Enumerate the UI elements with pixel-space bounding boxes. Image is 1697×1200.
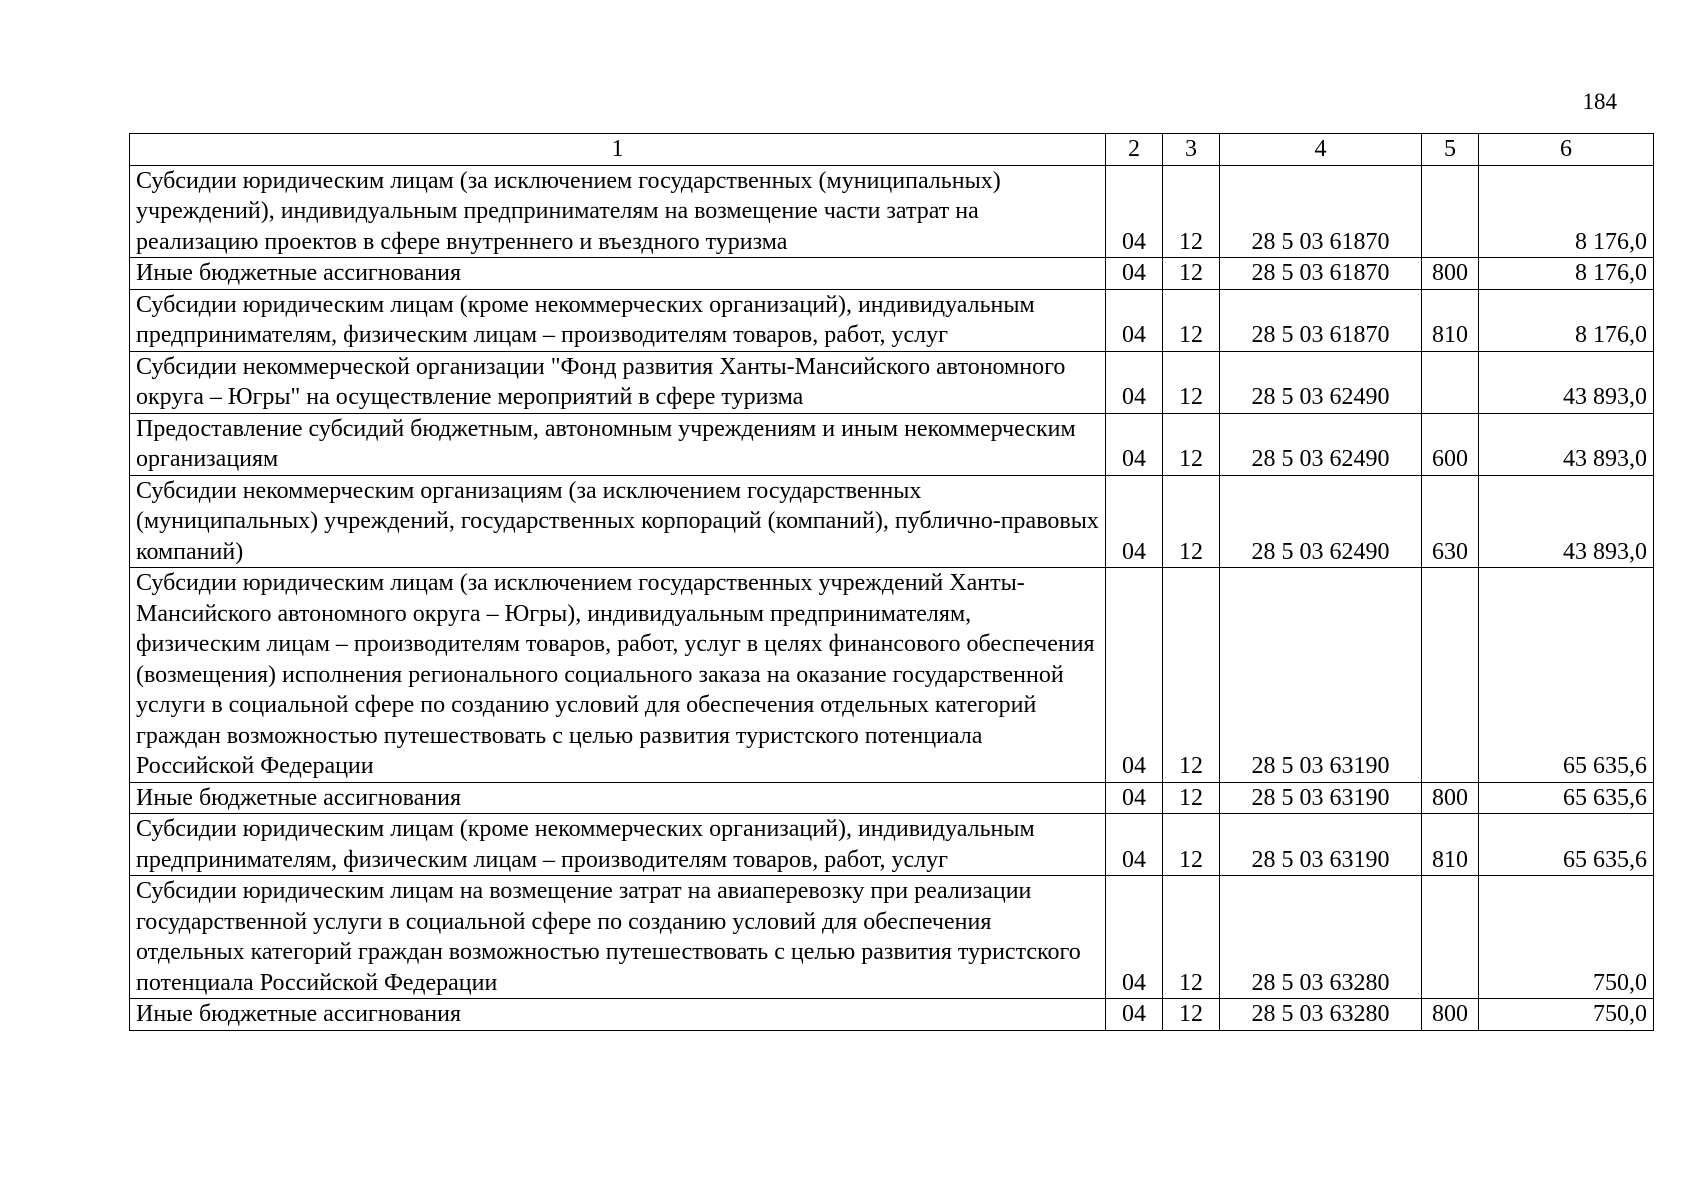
column-header-5: 5 [1422,134,1479,166]
row-name: Иные бюджетные ассигнования [130,999,1106,1031]
row-section: 04 [1106,165,1163,258]
table-header-row [130,134,1654,166]
row-subsection: 12 [1163,814,1220,876]
row-subsection: 12 [1163,475,1220,568]
row-name: Субсидии юридическим лицам на возмещение затрат на авиаперевозку при реализации государственной услуги в социальной сфере по созданию условий для обеспечения отдельных категорий граждан возможностью путешествовать с целью развития туристского потенциала Российской Федерации [130,876,1106,999]
row-section: 04 [1106,782,1163,814]
row-amount: 65 635,6 [1479,568,1654,783]
row-target-article: 28 5 03 62490 [1220,475,1422,568]
row-amount: 43 893,0 [1479,413,1654,475]
row-amount: 750,0 [1479,876,1654,999]
row-name: Субсидии юридическим лицам (за исключением государственных (муниципальных) учреждений), индивидуальным предпринимателям на возмещение части затрат на реализацию проектов в сфере внутреннего и въездного туризма [130,165,1106,258]
row-amount: 750,0 [1479,999,1654,1031]
column-header-2: 2 [1106,134,1163,166]
row-target-article: 28 5 03 61870 [1220,165,1422,258]
row-section: 04 [1106,568,1163,783]
row-subsection: 12 [1163,782,1220,814]
table-row [130,413,1654,475]
column-header-3: 3 [1163,134,1220,166]
page-number: 184 [1582,89,1617,114]
row-section: 04 [1106,876,1163,999]
table-row [130,814,1654,876]
row-name: Субсидии юридическим лицам (за исключением государственных учреждений Ханты-Мансийского автономного округа – Югры), индивидуальным предпринимателям, физическим лицам – производителям товаров, работ, услуг в целях финансового обеспечения (возмещения) исполнения регионального социального заказа на оказание государственной услуги в социальной сфере по созданию условий для обеспечения отдельных категорий граждан возможностью путешествовать с целью развития туристского потенциала Российской Федерации [130,568,1106,783]
row-amount: 8 176,0 [1479,258,1654,290]
row-amount: 65 635,6 [1479,782,1654,814]
row-expense-type [1422,568,1479,783]
row-name: Иные бюджетные ассигнования [130,782,1106,814]
row-expense-type: 800 [1422,999,1479,1031]
row-name: Субсидии юридическим лицам (кроме некоммерческих организаций), индивидуальным предпринимателям, физическим лицам – производителям товаров, работ, услуг [130,289,1106,351]
row-expense-type: 810 [1422,289,1479,351]
row-expense-type [1422,165,1479,258]
table-row [130,782,1654,814]
row-target-article: 28 5 03 62490 [1220,351,1422,413]
row-section: 04 [1106,475,1163,568]
row-section: 04 [1106,413,1163,475]
table-row [130,475,1654,568]
row-subsection: 12 [1163,258,1220,290]
row-name: Субсидии некоммерческой организации "Фонд развития Ханты-Мансийского автономного округа – Югры" на осуществление мероприятий в сфере туризма [130,351,1106,413]
row-name: Субсидии некоммерческим организациям (за исключением государственных (муниципальных) учреждений, государственных корпораций (компаний), публично-правовых компаний) [130,475,1106,568]
table-row [130,568,1654,783]
row-subsection: 12 [1163,876,1220,999]
row-section: 04 [1106,351,1163,413]
row-expense-type: 630 [1422,475,1479,568]
row-section: 04 [1106,289,1163,351]
table-row [130,258,1654,290]
row-section: 04 [1106,258,1163,290]
row-subsection: 12 [1163,351,1220,413]
row-target-article: 28 5 03 61870 [1220,289,1422,351]
column-header-1: 1 [130,134,1106,166]
row-amount: 8 176,0 [1479,165,1654,258]
row-name: Предоставление субсидий бюджетным, автономным учреждениям и иным некоммерческим организациям [130,413,1106,475]
table-row [130,999,1654,1031]
row-subsection: 12 [1163,165,1220,258]
row-subsection: 12 [1163,289,1220,351]
row-amount: 43 893,0 [1479,351,1654,413]
row-target-article: 28 5 03 63190 [1220,814,1422,876]
row-expense-type [1422,876,1479,999]
table-row [130,876,1654,999]
row-amount: 43 893,0 [1479,475,1654,568]
row-expense-type: 800 [1422,782,1479,814]
row-section: 04 [1106,814,1163,876]
row-target-article: 28 5 03 63280 [1220,999,1422,1031]
table-row [130,351,1654,413]
row-subsection: 12 [1163,413,1220,475]
row-target-article: 28 5 03 63190 [1220,568,1422,783]
row-target-article: 28 5 03 63280 [1220,876,1422,999]
table-row [130,289,1654,351]
row-expense-type: 800 [1422,258,1479,290]
row-name: Иные бюджетные ассигнования [130,258,1106,290]
budget-table [129,133,1654,1031]
row-subsection: 12 [1163,568,1220,783]
row-subsection: 12 [1163,999,1220,1031]
row-target-article: 28 5 03 63190 [1220,782,1422,814]
row-name: Субсидии юридическим лицам (кроме некоммерческих организаций), индивидуальным предпринимателям, физическим лицам – производителям товаров, работ, услуг [130,814,1106,876]
row-amount: 65 635,6 [1479,814,1654,876]
row-expense-type: 810 [1422,814,1479,876]
column-header-4: 4 [1220,134,1422,166]
row-section: 04 [1106,999,1163,1031]
column-header-6: 6 [1479,134,1654,166]
row-expense-type [1422,351,1479,413]
row-amount: 8 176,0 [1479,289,1654,351]
row-expense-type: 600 [1422,413,1479,475]
row-target-article: 28 5 03 61870 [1220,258,1422,290]
row-target-article: 28 5 03 62490 [1220,413,1422,475]
table-row [130,165,1654,258]
